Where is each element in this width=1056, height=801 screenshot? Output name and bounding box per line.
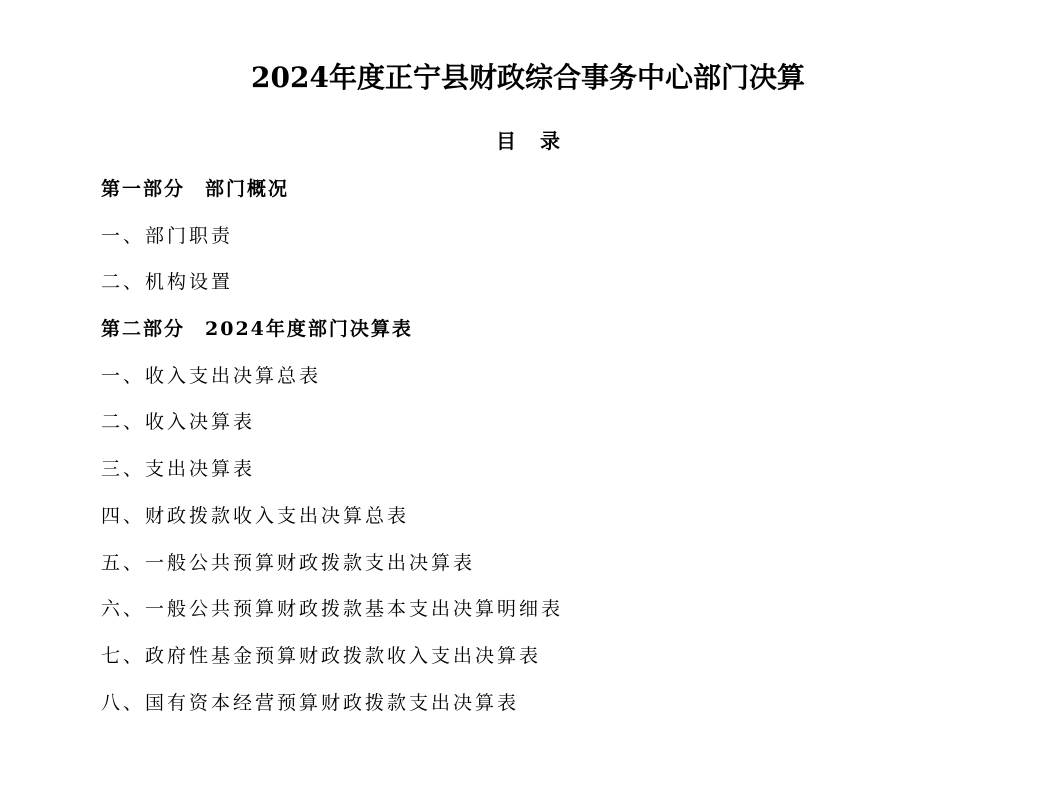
toc-part-1[interactable] [101,174,563,221]
toc-item[interactable] [101,361,563,408]
toc-item[interactable] [101,267,563,314]
toc-item[interactable] [101,221,563,268]
toc-item-text: 二、机构设置 [101,271,234,294]
toc-heading-char-2: 录 [540,129,560,153]
toc-heading [0,126,1056,156]
toc-part-label: 第二部分 [101,318,186,341]
toc-item[interactable] [101,688,563,735]
toc-item[interactable] [101,548,563,595]
toc-part-label: 第一部分 [101,178,186,200]
toc-part-2[interactable] [101,314,563,361]
toc-item-text: 一、部门职责 [101,224,234,247]
toc-item-text: 一、收入支出决算总表 [101,364,322,387]
toc-item-text: 三、支出决算表 [101,458,256,481]
document-title: 2024年度正宁县财政综合事务中心部门决算 [251,61,805,94]
toc-item-text: 五、一般公共预算财政拨款支出决算表 [101,551,476,574]
toc-part-text: 部门概况 [205,178,290,200]
toc-item[interactable] [101,641,563,688]
toc-item-text: 七、政府性基金预算财政拨款收入支出决算表 [101,644,542,667]
toc-heading-char-1: 目 [496,129,516,153]
toc-item-text: 八、国有资本经营预算财政拨款支出决算表 [101,691,520,714]
toc-part-text: 2024年度部门决算表 [205,318,413,341]
toc-item-text: 四、财政拨款收入支出决算总表 [101,504,410,527]
toc-item[interactable] [101,454,563,501]
toc-item-text: 六、一般公共预算财政拨款基本支出决算明细表 [101,598,564,621]
toc-item[interactable] [101,407,563,454]
table-of-contents [101,174,563,734]
toc-item-text: 二、收入决算表 [101,411,256,434]
toc-item[interactable] [101,594,563,641]
toc-item[interactable] [101,501,563,548]
